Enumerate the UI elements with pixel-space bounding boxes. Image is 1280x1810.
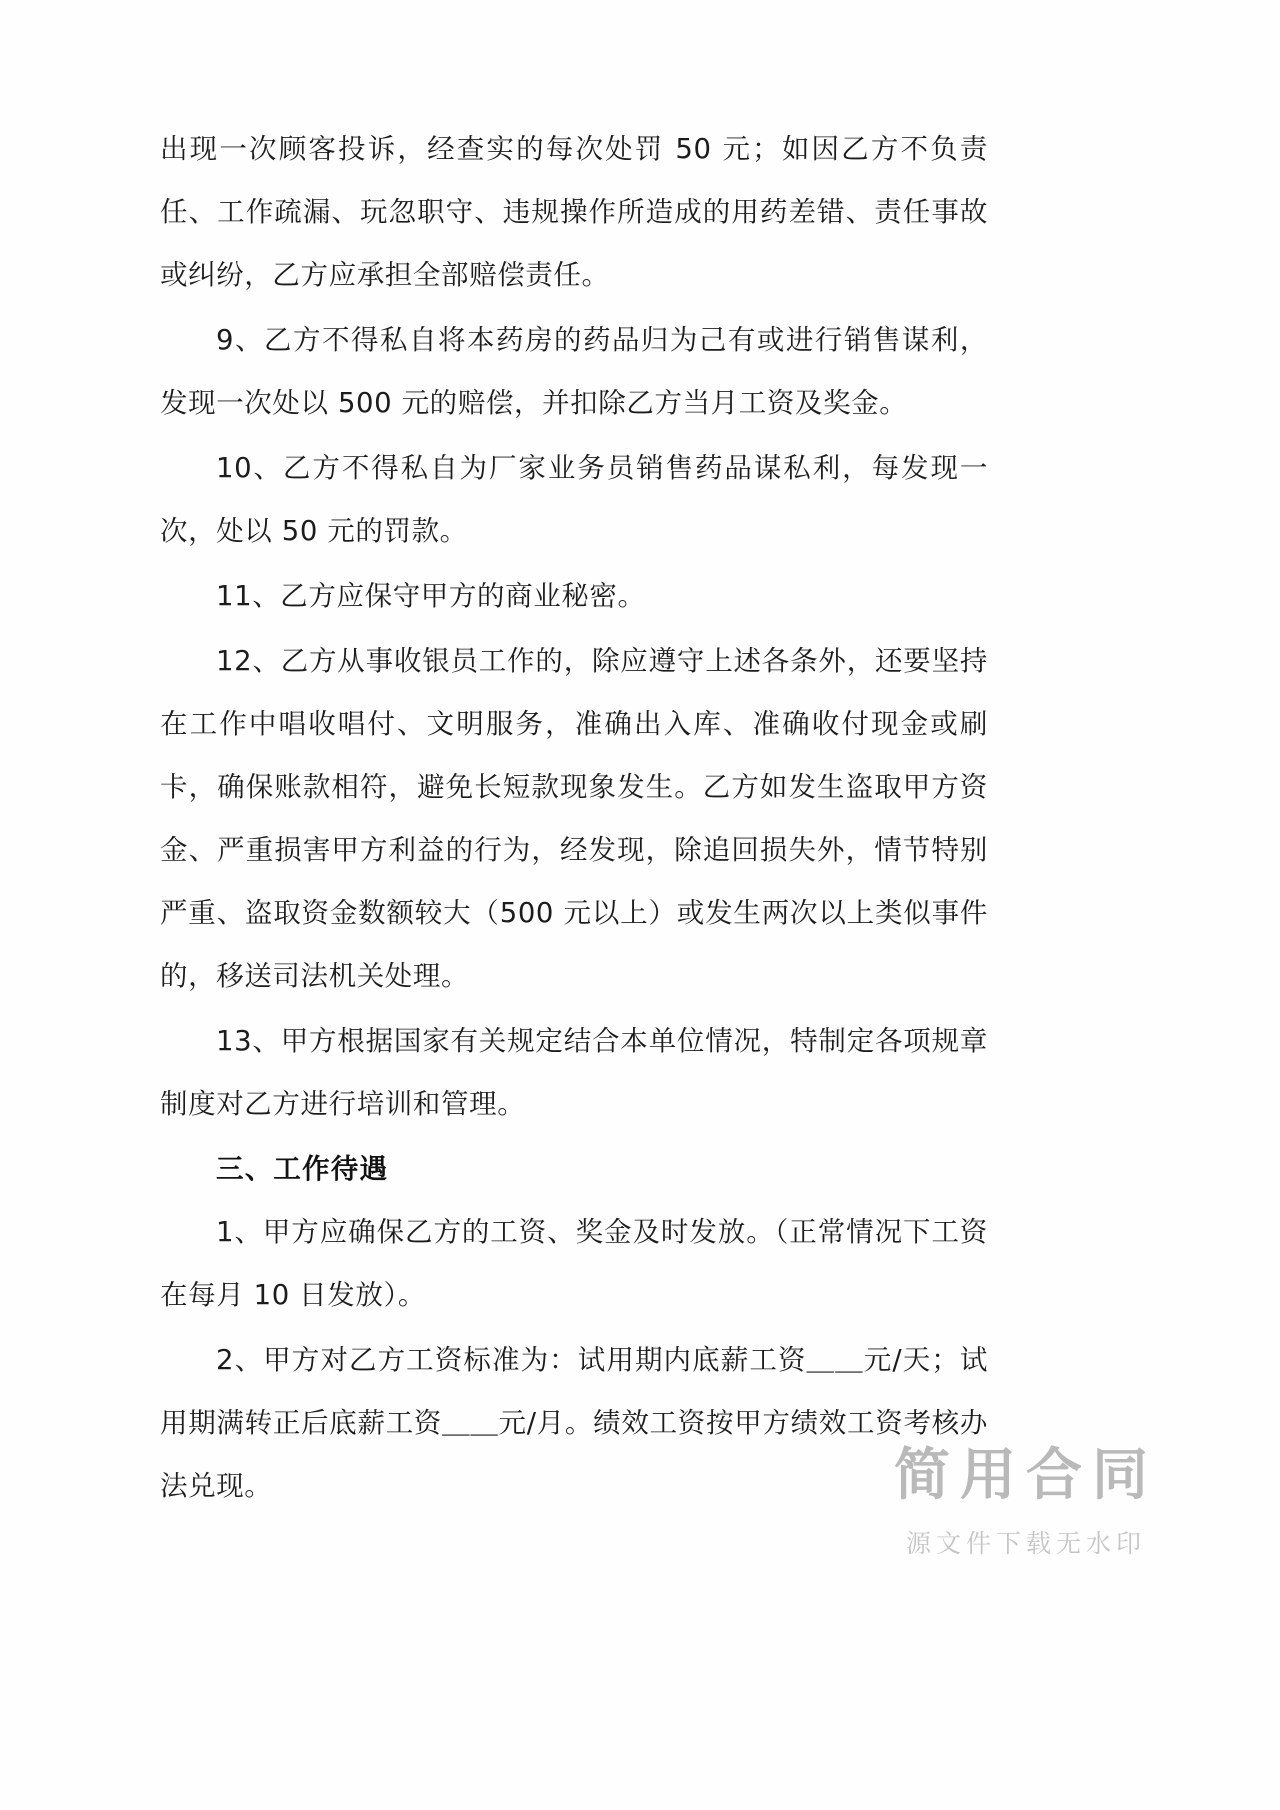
paragraph-benefit-2: 2、甲方对乙方工资标准为：试用期内底薪工资＿＿元/天；试用期满转正后底薪工资＿＿元/月。绩效工资按甲方绩效工资考核办法兑现。	[160, 1344, 988, 1502]
paragraph-clause-8-continued: 出现一次顾客投诉，经查实的每次处罚 50 元；如因乙方不负责任、工作疏漏、玩忽职守、违规操作所造成的用药差错、责任事故或纠纷，乙方应承担全部赔偿责任。	[160, 133, 988, 291]
paragraph-clause-9: 9、乙方不得私自将本药房的药品归为己有或进行销售谋利，发现一次处以 500 元的赔偿，并扣除乙方当月工资及奖金。	[160, 324, 988, 419]
watermark-tagline: 源文件下载无水印	[905, 1529, 1146, 1558]
paragraph-clause-13: 13、甲方根据国家有关规定结合本单位情况，特制定各项规章制度对乙方进行培训和管理。	[160, 1025, 988, 1120]
paragraph-clause-10: 10、乙方不得私自为厂家业务员销售药品谋私利，每发现一次，处以 50 元的罚款。	[160, 452, 988, 547]
document-body	[160, 118, 988, 1520]
paragraph-clause-12: 12、乙方从事收银员工作的，除应遵守上述各条外，还要坚持在工作中唱收唱付、文明服务，准确出入库、准确收付现金或刷卡，确保账款相符，避免长短款现象发生。乙方如发生盗取甲方资金、严重损害甲方利益的行为，经发现，除追回损失外，情节特别严重、盗取资金数额较大（500 元以上）或发生两次以上类似事件的，移送司法机关处理。	[160, 645, 988, 992]
section-heading-work-benefits: 三、工作待遇	[216, 1153, 389, 1185]
watermark-brand: 简用合同	[894, 1442, 1158, 1508]
paragraph-clause-11: 11、乙方应保守甲方的商业秘密。	[216, 580, 646, 612]
paragraph-benefit-1: 1、甲方应确保乙方的工资、奖金及时发放。（正常情况下工资在每月 10 日发放）。	[160, 1216, 988, 1311]
